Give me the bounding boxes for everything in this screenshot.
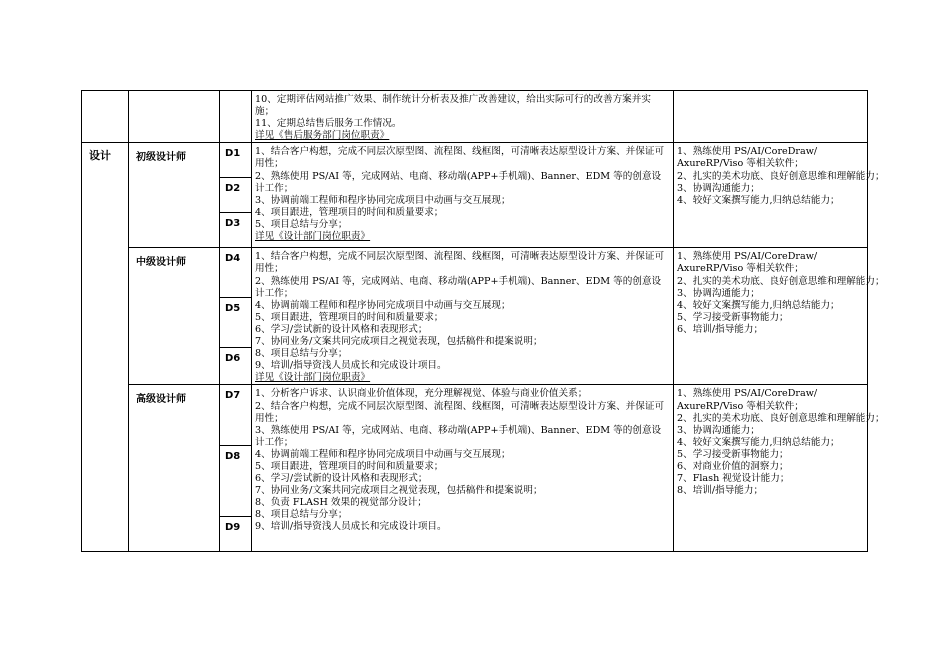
duty-line: 6、学习/尝试新的设计风格和表现形式； bbox=[255, 323, 428, 335]
duties-cell bbox=[252, 91, 674, 143]
grade-code: D1 bbox=[220, 143, 252, 178]
grade-code: D9 bbox=[220, 517, 252, 552]
requirement-line: 5、学习接受新事物能力； bbox=[677, 448, 789, 460]
requirement-line: 2、扎实的美术功底、良好创意思维和理解能力； bbox=[677, 412, 885, 424]
table-row bbox=[82, 248, 868, 298]
level-label: 初级设计师 bbox=[129, 143, 220, 248]
requirement-line: 3、协调沟通能力； bbox=[677, 424, 760, 436]
requirement-line: 2、扎实的美术功底、良好创意思维和理解能力； bbox=[677, 170, 885, 182]
category-cell bbox=[82, 91, 129, 143]
duty-line: 5、项目总结与分享； bbox=[255, 218, 348, 230]
duty-line: 1、结合客户构想，完成不同层次原型图、流程图、线框图，可清晰表达原型设计方案、并保证可用性； bbox=[255, 146, 665, 170]
level-label: 高级设计师 bbox=[129, 385, 220, 552]
duty-line: 1、结合客户构想，完成不同层次原型图、流程图、线框图，可清晰表达原型设计方案、并保证可用性； bbox=[255, 251, 665, 275]
grade-code: D5 bbox=[220, 298, 252, 348]
requirement-line: 4、较好文案撰写能力,归纳总结能力； bbox=[677, 194, 840, 206]
duty-line: 2、结合客户构想，完成不同层次原型图、流程图、线框图，可清晰表达原型设计方案、并保证可用性； bbox=[255, 400, 665, 424]
duty-line: 1、分析客户诉求、认识商业价值体现，充分理解视觉、体验与商业价值关系； bbox=[255, 388, 588, 400]
duty-line: 10、定期评估网站推广效果、制作统计分析表及推广改善建议，给出实际可行的改善方案并实施； bbox=[255, 94, 651, 118]
duty-line: 5、项目跟进，管理项目的时间和质量要求； bbox=[255, 460, 444, 472]
requirement-line: 3、协调沟通能力； bbox=[677, 182, 760, 194]
duty-line: 2、熟练使用 PS/AI 等，完成网站、电商、移动端(APP+手机端)、Banner、EDM 等的创意设计工作； bbox=[255, 170, 662, 194]
job-grade-table bbox=[81, 90, 885, 552]
duty-line: 2、熟练使用 PS/AI 等，完成网站、电商、移动端(APP+手机端)、Banner、EDM 等的创意设计工作； bbox=[255, 275, 662, 299]
duty-line: 8、负责 FLASH 效果的视觉部分设计； bbox=[255, 497, 427, 509]
requirement-line: AxureRP/Viso 等相关软件； bbox=[677, 158, 804, 170]
duty-line: 8、项目总结与分享； bbox=[255, 348, 348, 360]
duty-line: 9、培训/指导资浅人员成长和完成设计项目。 bbox=[255, 521, 447, 533]
requirement-line: 2、扎实的美术功底、良好创意思维和理解能力； bbox=[677, 275, 885, 287]
requirement-line: AxureRP/Viso 等相关软件； bbox=[677, 400, 804, 412]
duty-line: 5、项目跟进，管理项目的时间和质量要求； bbox=[255, 311, 444, 323]
grade-code: D3 bbox=[220, 213, 252, 248]
duty-line: 9、培训/指导资浅人员成长和完成设计项目。 bbox=[255, 360, 447, 372]
duty-line: 3、熟练使用 PS/AI 等，完成网站、电商、移动端(APP+手机端)、Banner、EDM 等的创意设计工作； bbox=[255, 424, 662, 448]
level-cell bbox=[129, 91, 220, 143]
table-row bbox=[82, 385, 868, 446]
duty-line: 7、协同业务/文案共同完成项目之视觉表现，包括稿件和提案说明； bbox=[255, 485, 543, 497]
level-label: 中级设计师 bbox=[129, 248, 220, 385]
duty-line: 8、项目总结与分享； bbox=[255, 509, 348, 521]
duty-line: 4、项目跟进，管理项目的时间和质量要求； bbox=[255, 206, 444, 218]
duties-cell bbox=[252, 143, 674, 248]
duties-cell bbox=[252, 385, 674, 552]
requirement-line: 4、较好文案撰写能力,归纳总结能力； bbox=[677, 299, 840, 311]
requirement-line: 3、协调沟通能力； bbox=[677, 287, 760, 299]
grade-code: D2 bbox=[220, 178, 252, 213]
duty-line: 4、协调前端工程师和程序协同完成项目中动画与交互展现； bbox=[255, 299, 511, 311]
requirement-line: 6、对商业价值的洞察力； bbox=[677, 460, 789, 472]
requirements-cell bbox=[674, 143, 885, 248]
category-label: 设计 bbox=[82, 143, 129, 552]
requirement-line: 6、培训/指导能力； bbox=[677, 323, 764, 335]
grade-code: D7 bbox=[220, 385, 252, 446]
duty-reference-link[interactable]: 详见《售后服务部门岗位职责》 bbox=[255, 130, 390, 142]
requirements-cell bbox=[674, 248, 885, 385]
requirements-cell bbox=[674, 91, 868, 143]
table-row bbox=[82, 91, 868, 143]
grade-code: D6 bbox=[220, 347, 252, 385]
grade-code: D4 bbox=[220, 248, 252, 298]
grade-code: D8 bbox=[220, 446, 252, 517]
requirement-line: 4、较好文案撰写能力,归纳总结能力； bbox=[677, 436, 840, 448]
duty-line: 7、协同业务/文案共同完成项目之视觉表现，包括稿件和提案说明； bbox=[255, 336, 543, 348]
requirement-line: 1、熟练使用 PS/AI/CoreDraw/ bbox=[677, 251, 818, 263]
requirements-cell bbox=[674, 385, 885, 552]
requirement-line: 1、熟练使用 PS/AI/CoreDraw/ bbox=[677, 388, 818, 400]
duty-line: 3、协调前端工程师和程序协同完成项目中动画与交互展现； bbox=[255, 194, 511, 206]
duty-line: 11、定期总结售后服务工作情况。 bbox=[255, 118, 402, 130]
code-cell bbox=[220, 91, 252, 143]
requirement-line: 5、学习接受新事物能力； bbox=[677, 311, 789, 323]
requirement-line: 8、培训/指导能力； bbox=[677, 485, 764, 497]
duty-reference-link[interactable]: 详见《设计部门岗位职责》 bbox=[255, 231, 371, 243]
duty-line: 4、协调前端工程师和程序协同完成项目中动画与交互展现； bbox=[255, 448, 511, 460]
requirement-line: AxureRP/Viso 等相关软件； bbox=[677, 263, 804, 275]
duties-cell bbox=[252, 248, 674, 385]
requirement-line: 7、Flash 视觉设计能力； bbox=[677, 473, 790, 485]
table-row bbox=[82, 143, 868, 178]
duty-reference-link[interactable]: 详见《设计部门岗位职责》 bbox=[255, 372, 371, 384]
requirement-line: 1、熟练使用 PS/AI/CoreDraw/ bbox=[677, 146, 818, 158]
duty-line: 6、学习/尝试新的设计风格和表现形式； bbox=[255, 473, 428, 485]
